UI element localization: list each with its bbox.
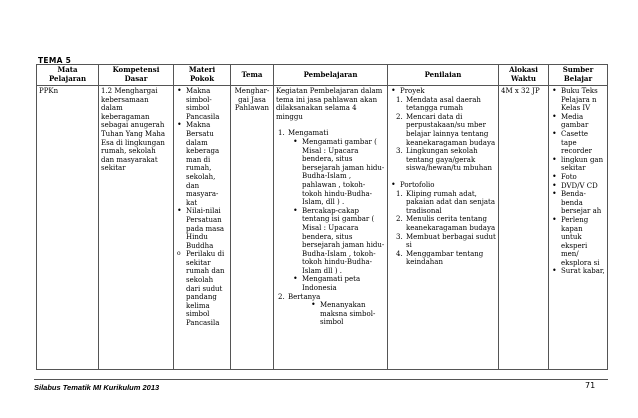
list-item: • Buku Teks Pelajara n Kelas IV [551,87,605,113]
list-item: • Menanyakan maksna simbol-simbol [310,301,385,327]
header-pembelajaran: Pembelajaran [274,65,388,86]
list-item: Mencari data di perpustakaan/su mber belajar lainnya tentang keanekaragaman budaya [406,112,496,147]
list-item: • Benda-benda bersejar ah [551,190,605,216]
list-item: Kliping rumah adat, pakaian adat dan senjata tradisonal [406,189,496,215]
list-item: o Perilaku di sekitar rumah dan sekolah dari sudut pandang kelima simbol Pancasila [176,250,228,327]
list-item: Membuat berbagai sudut si [406,232,496,250]
header-materi: Materi Pokok [174,65,231,86]
list-item: Menulis cerita tentang keanekaragaman budaya [406,215,496,232]
list-item: Menggambar tentang keindahan [406,249,484,267]
list-item: • Nilai-nilai Persatuan pada masa Hindu Buddha [176,207,228,250]
cell-sumber [549,86,608,370]
list-item: • Proyek [390,87,496,96]
list-item: • Mengamati gambar ( Misal : Upacara bendera, situs bersejarah jaman hidu-Budha-Islam , pahlawan , tokoh-tokoh hindu-Budha-Islam, dll ) . [292,138,385,207]
header-row [37,65,608,86]
list-item: • Portofolio [390,181,496,190]
header-mapel: Mata Pelajaran [37,65,99,86]
cell-kompetensi: 1.2 Menghargai kebersamaan dalam keberagaman sebagai anugerah Tuhan Yang Maha Esa di lingkungan rumah, sekolah dan masyarakat sekitar [99,86,174,370]
list-item: • Mengamati peta Indonesia [292,275,385,292]
list-item: Lingkungan sekolah tentang gaya/gerak siswa/hewan/tu mbuhan [406,147,492,173]
list-item: Mengamati • Mengamati gambar ( Misal : Upacara bendera, situs bersejarah jaman hidu-Budha-Islam , pahlawan , tokoh-tokoh hindu-Budha-Islam, dll ) . • Bercakap-cakap tentang isi gambar ( Misal : Upacara bendera, situs bersejarah jaman hidu-Budha-Islam , tokoh-tokoh hindu-Budha-Islam dll ) . • Mengamati peta Indonesia [276,129,385,292]
list-item: Mendata asal daerah tetangga rumah [406,95,481,113]
list-item: • Makna simbol-simbol Pancasila [176,87,228,121]
table-row [37,86,608,370]
page-number: 71 [585,381,596,390]
cell-tema: Menghar-gai Jasa Pahlawan [231,86,274,370]
pembelajaran-intro: Kegiatan Pembelajaran dalam tema ini jasa pahlawan akan dilaksanakan selama 4 minggu [276,87,383,121]
header-penilaian: Penilaian [388,65,499,86]
header-sumber: Sumber Belajar [549,65,608,86]
header-kompetensi: Kompetensi Dasar [99,65,174,86]
list-item: • Surat kabar, [551,267,605,276]
header-tema: Tema [231,65,274,86]
cell-alokasi: 4M x 32 JP [499,86,549,370]
list-item: • Perleng kapan untuk eksperi men/ eksplora si [551,216,605,268]
syllabus-table [36,64,608,370]
cell-pembelajaran [274,86,388,370]
list-item: • Bercakap-cakap tentang isi gambar ( Misal : Upacara bendera, situs bersejarah jaman hidu-Budha-Islam , tokoh-tokoh hindu-Budha-Islam dll ) . [292,207,385,276]
footer-title: Silabus Tematik MI Kurikulum 2013 [34,383,160,392]
list-item: • Media gambar [551,113,605,130]
list-item: • Foto [551,173,605,182]
cell-mapel: PPKn [37,86,99,370]
list-item: • lingkun gan sekitar [551,156,605,173]
list-item: Bertanya • Menanyakan maksna simbol-simbol [276,293,385,327]
list-item: • DVD/V CD [551,182,605,191]
header-alokasi: Alokasi Waktu [499,65,549,86]
list-item: • Makna Bersatu dalam keberaga man di rumah, sekolah, dan masyara-kat [176,121,228,207]
footer-divider [34,379,608,380]
cell-penilaian [388,86,499,370]
cell-materi [174,86,231,370]
list-item: • Casette tape recorder [551,130,605,156]
tema-title: TEMA 5 [38,56,72,65]
